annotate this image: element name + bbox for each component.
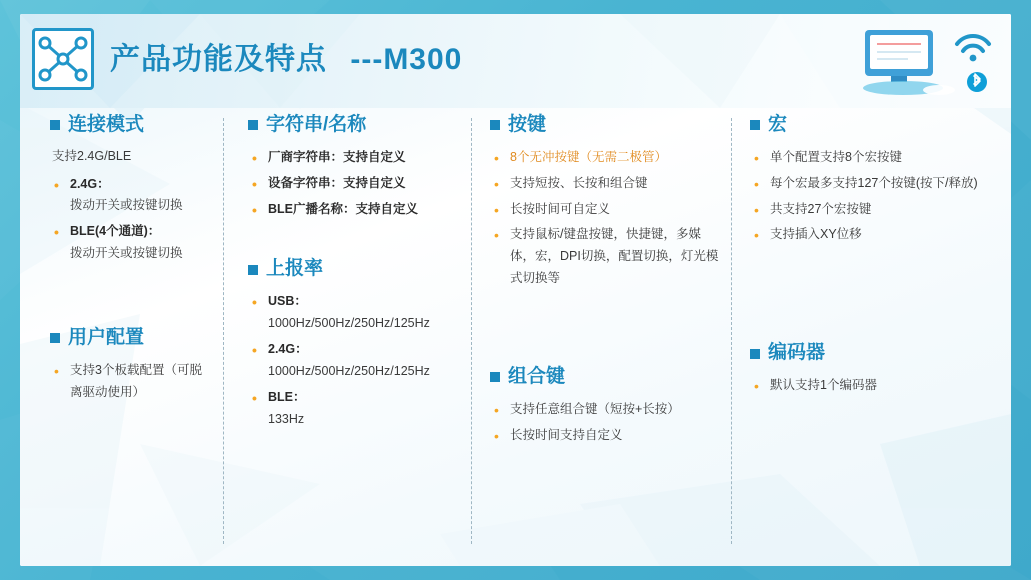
section-title: 连接模式	[68, 114, 145, 135]
section-encoder	[750, 342, 1001, 397]
section-plain-text: 支持2.4G/BLE	[52, 148, 132, 163]
section-list	[50, 360, 214, 404]
list-item-label: USB：	[268, 294, 307, 309]
list-item	[50, 221, 214, 265]
bluetooth-icon	[967, 72, 987, 92]
network-nodes-logo-icon	[32, 28, 94, 90]
section-title: 用户配置	[68, 327, 145, 349]
list-item: • 长按时间支持自定义	[490, 425, 722, 447]
section-list	[490, 147, 722, 290]
column-keys	[472, 114, 732, 566]
section-macro	[750, 114, 1001, 246]
list-item: • 每个宏最多支持127个按键(按下/释放)	[750, 173, 1001, 195]
section-list	[750, 147, 1001, 247]
section-bullet-square-icon	[490, 120, 500, 130]
list-item: • 支持任意组合键（短按+长按）	[490, 399, 722, 421]
section-report-rate	[248, 258, 462, 430]
list-item: • 支持短按、长按和组合键	[490, 173, 722, 195]
list-item	[50, 174, 214, 218]
column-macro	[732, 114, 1011, 566]
section-user-profile	[50, 327, 214, 404]
list-item: • 共支持27个宏按键	[750, 199, 1001, 221]
section-list	[490, 399, 722, 447]
list-item-label: BLE(4个通道)：	[70, 224, 161, 239]
list-item	[248, 339, 462, 383]
page-title	[110, 34, 462, 78]
section-bullet-square-icon	[248, 265, 258, 275]
list-item: • BLE广播名称：支持自定义	[248, 199, 462, 221]
section-keys	[490, 114, 722, 290]
section-bullet-square-icon	[490, 372, 500, 382]
device-illustration	[863, 24, 993, 109]
list-item: • 支持插入XY位移	[750, 224, 1001, 246]
page-title-model: ---M300	[350, 43, 463, 76]
list-item-sublabel: 拨动开关或按键切换	[70, 198, 183, 213]
list-item: • 设备字符串：支持自定义	[248, 173, 462, 195]
section-bullet-square-icon	[750, 349, 760, 359]
column-connection	[20, 114, 224, 566]
section-title: 字符串/名称	[266, 114, 367, 135]
section-bullet-square-icon	[248, 120, 258, 130]
list-item	[248, 387, 462, 431]
section-string-name	[248, 114, 462, 220]
section-bullet-square-icon	[750, 120, 760, 130]
list-item-label: BLE：	[268, 389, 306, 404]
list-item: • 单个配置支持8个宏按键	[750, 147, 1001, 169]
list-item	[248, 291, 462, 335]
section-list	[750, 375, 1001, 397]
monitor-icon	[863, 30, 955, 95]
list-item: • 支持鼠标/键盘按键，快捷键，多媒体，宏，DPI切换，配置切换，灯光模式切换等	[490, 224, 722, 290]
section-connection-mode	[50, 114, 214, 265]
list-item-label: 2.4G：	[268, 341, 308, 356]
list-item: • 支持3个板载配置（可脱离驱动使用）	[50, 360, 214, 404]
list-item-sublabel: 拨动开关或按键切换	[70, 246, 183, 261]
section-title: 宏	[768, 114, 788, 135]
column-strings	[224, 114, 472, 566]
section-title: 按键	[508, 114, 547, 135]
feature-columns	[20, 114, 1011, 566]
list-item: • 默认支持1个编码器	[750, 375, 1001, 397]
slide-content-card	[20, 14, 1011, 566]
list-item: • 厂商字符串：支持自定义	[248, 147, 462, 169]
section-title: 组合键	[508, 366, 566, 388]
section-bullet-square-icon	[50, 333, 60, 343]
section-list	[248, 147, 462, 221]
slide-header	[20, 14, 1011, 108]
list-item-sublabel: 1000Hz/500Hz/250Hz/125Hz	[268, 316, 430, 331]
section-bullet-square-icon	[50, 120, 60, 130]
list-item-sublabel: 133Hz	[268, 411, 305, 426]
section-combo-keys	[490, 366, 722, 447]
list-item: • 长按时间可自定义	[490, 199, 722, 221]
list-item: • 8个无冲按键（无需二极管）	[490, 147, 722, 169]
section-title: 上报率	[266, 258, 324, 280]
section-title: 编码器	[768, 342, 826, 364]
list-item-label: 2.4G：	[70, 176, 110, 191]
page-title-main: 产品功能及特点	[110, 43, 327, 76]
wifi-icon	[957, 36, 989, 61]
list-item-sublabel: 1000Hz/500Hz/250Hz/125Hz	[268, 363, 430, 378]
section-list	[248, 291, 462, 430]
section-list	[50, 174, 214, 266]
